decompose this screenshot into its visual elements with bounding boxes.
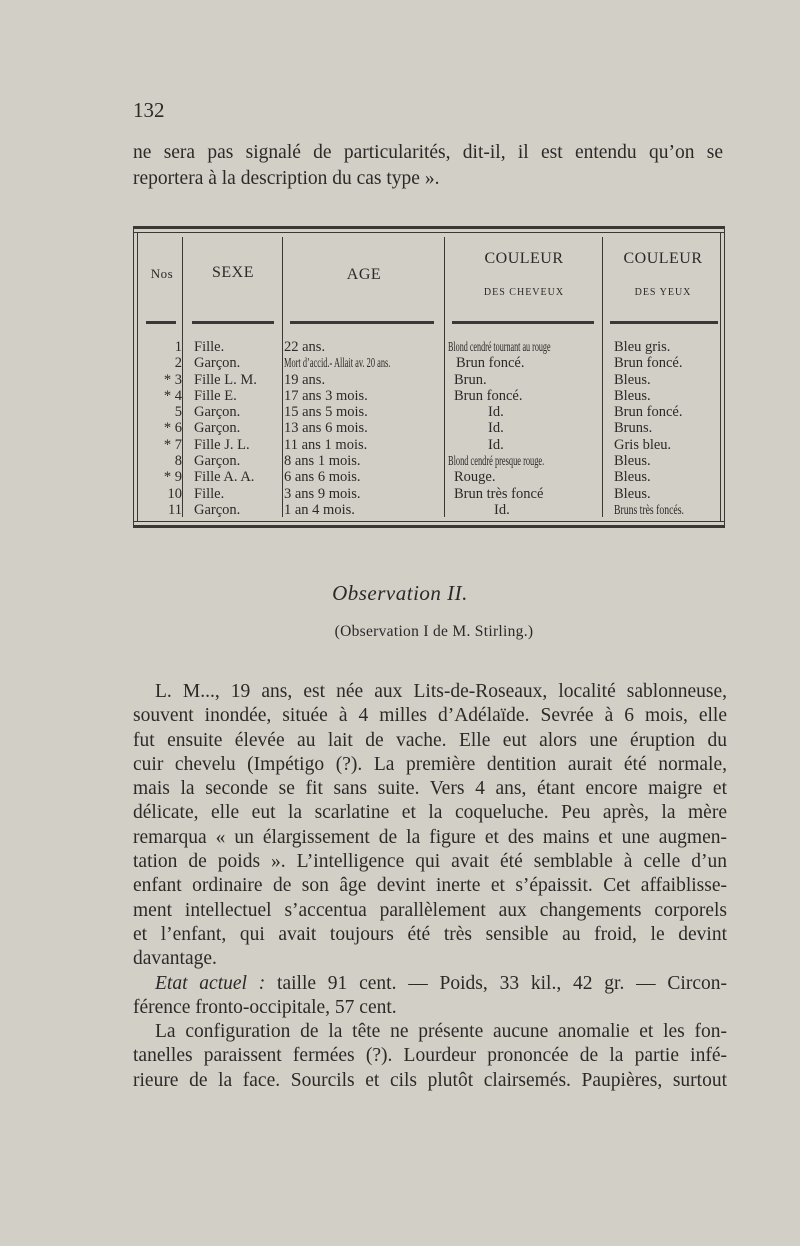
table-cell: 1 an 4 mois.: [284, 501, 355, 518]
table-cell: 22 ans.: [284, 339, 326, 355]
body-line: L. M..., 19 ans, est née aux Lits-de-Roseaux, localité sablonneuse,: [155, 681, 727, 702]
table-cell: Bruns très foncés.: [614, 501, 684, 517]
table-cell: 11 ans 1 mois.: [284, 436, 368, 453]
column-hair: [448, 339, 619, 518]
table-cell: * 6: [163, 420, 182, 437]
table-cell: Bleus.: [614, 485, 651, 502]
table-cell: 19 ans.: [284, 371, 326, 388]
body-line: et l’enfant, qui avait toujours été très sensible au froid, le devint: [133, 923, 727, 945]
table-cell: Brun foncé.: [614, 404, 683, 421]
table-cell: Rouge.: [454, 469, 496, 486]
table-cell: * 9: [163, 469, 182, 486]
column-age: [284, 339, 456, 518]
table-cell: 6 ans 6 mois.: [284, 469, 361, 486]
body-line: tanelles paraissent fermées (?). Lourdeur prononcée de la partie infé-: [133, 1045, 727, 1067]
table-cell: 2: [174, 355, 182, 372]
table-cell: Garçon.: [194, 355, 241, 372]
body-line: férence fronto-occipitale, 57 cent.: [133, 996, 397, 1018]
table-cell: * 4: [163, 387, 182, 404]
body-line: rieure de la face. Sourcils et cils plutôt clairsemés. Paupières, surtout: [133, 1069, 727, 1091]
table-cell: 11: [168, 501, 182, 518]
table-cell: * 3: [163, 371, 182, 388]
table-cell: Brun foncé.: [456, 355, 525, 372]
body-line: enfant ordinaire de son âge devint inerte et s’épaissit. Cet affaiblisse-: [133, 875, 727, 897]
table-cell: Blond cendré presque rouge.: [448, 453, 545, 469]
table-cell: Bleus.: [614, 371, 651, 388]
header-hair-sub: DES CHEVEUX: [483, 287, 565, 298]
table-cell: Brun foncé.: [454, 387, 523, 404]
table-cell: Garçon.: [194, 501, 241, 518]
observation-subtitle: (Observation I de M. Stirling.): [334, 623, 534, 640]
table-cell: 8 ans 1 mois.: [284, 453, 361, 470]
table-cell: Bleus.: [614, 453, 651, 470]
header-number: Nos: [150, 266, 174, 281]
table-cell: 8: [174, 453, 182, 470]
table-cell: 13 ans 6 mois.: [284, 420, 368, 437]
table-cell: 5: [174, 404, 182, 421]
table-cell: Id.: [488, 404, 504, 421]
body-line: davantage.: [133, 948, 217, 970]
table-cell: Mort d’accid.- Allait av. 20 ans.: [284, 355, 391, 371]
column-eyes: [614, 339, 711, 518]
body-line: délicate, elle eut la scarlatine et la coqueluche. Peu après, la mère: [133, 802, 727, 824]
body-line: fut ensuite élevée au lait de vache. Elle eut alors une éruption du: [133, 729, 727, 751]
page-number: 132: [133, 98, 165, 122]
header-sex: SEXE: [212, 264, 254, 281]
body-line: souvent inondée, située à 4 milles d’Adélaïde. Sevrée à 6 mois, elle: [133, 705, 727, 727]
table-cell: Gris bleu.: [614, 436, 672, 453]
column-sex: [194, 339, 257, 518]
table-cell: 1: [174, 339, 182, 355]
table-cell: Brun très foncé: [454, 485, 544, 502]
table-cell: Fille J. L.: [194, 436, 250, 453]
table-cell: Bruns.: [614, 420, 653, 437]
etat-rest: taille 91 cent. — Poids, 33 kil., 42 gr. — Circon-: [277, 972, 727, 994]
table-cell: Fille.: [194, 339, 225, 355]
etat-line: [133, 972, 727, 996]
table-cell: Garçon.: [194, 453, 241, 470]
intro-line: ne sera pas signalé de particularités, dit-il, il est entendu qu’on se: [133, 142, 723, 163]
table-cell: Brun foncé.: [614, 355, 683, 372]
table-cell: Bleu gris.: [614, 339, 671, 355]
observation-title: Observation II.: [332, 581, 468, 605]
table-cell: Fille A. A.: [194, 469, 255, 486]
table-cell: 17 ans 3 mois.: [284, 387, 368, 404]
table-cell: Id.: [494, 501, 510, 518]
observation-body: [133, 680, 727, 1093]
intro-paragraph: [133, 140, 723, 192]
table-cell: Garçon.: [194, 404, 241, 421]
body-line: cuir chevelu (Impétigo (?). La première dentition aurait été normale,: [133, 753, 727, 775]
table-cell: Garçon.: [194, 420, 241, 437]
intro-line: reportera à la description du cas type ».: [133, 168, 440, 189]
table-cell: Fille L. M.: [194, 371, 257, 388]
body-line: remarqua « un élargissement de la figure et des mains et une augmen-: [133, 826, 727, 848]
table-cell: Brun.: [454, 371, 487, 388]
table-cell: Id.: [488, 436, 504, 453]
header-hair-color: COULEUR: [484, 250, 564, 267]
body-line: La configuration de la tête ne présente aucune anomalie et les fon-: [155, 1021, 727, 1043]
table-cell: 3 ans 9 mois.: [284, 485, 361, 502]
table-cell: Bleus.: [614, 387, 651, 404]
children-table: [133, 226, 725, 528]
table-cell: 10: [167, 485, 182, 502]
table-cell: 15 ans 5 mois.: [284, 404, 368, 421]
table-cell: Fille E.: [194, 387, 237, 404]
table-cell: Blond cendré tournant au rouge: [448, 339, 551, 354]
body-line: tation de poids ». L’intelligence qui avait été semblable à celle d’un: [133, 851, 727, 873]
header-age: AGE: [346, 266, 382, 283]
etat-label: Etat actuel :: [155, 972, 266, 994]
body-line: ment intellectuel s’accentua parallèlement aux changements corporels: [133, 899, 727, 921]
column-number: [142, 339, 182, 518]
table-cell: Id.: [488, 420, 504, 437]
table-cell: Bleus.: [614, 469, 651, 486]
header-eye-color: COULEUR: [623, 250, 703, 267]
body-line: mais la seconde se fit sans suite. Vers 4 ans, étant encore maigre et: [133, 778, 727, 800]
table-cell: Fille.: [194, 485, 225, 502]
header-eye-sub: DES YEUX: [634, 287, 692, 298]
table-cell: * 7: [163, 436, 182, 453]
